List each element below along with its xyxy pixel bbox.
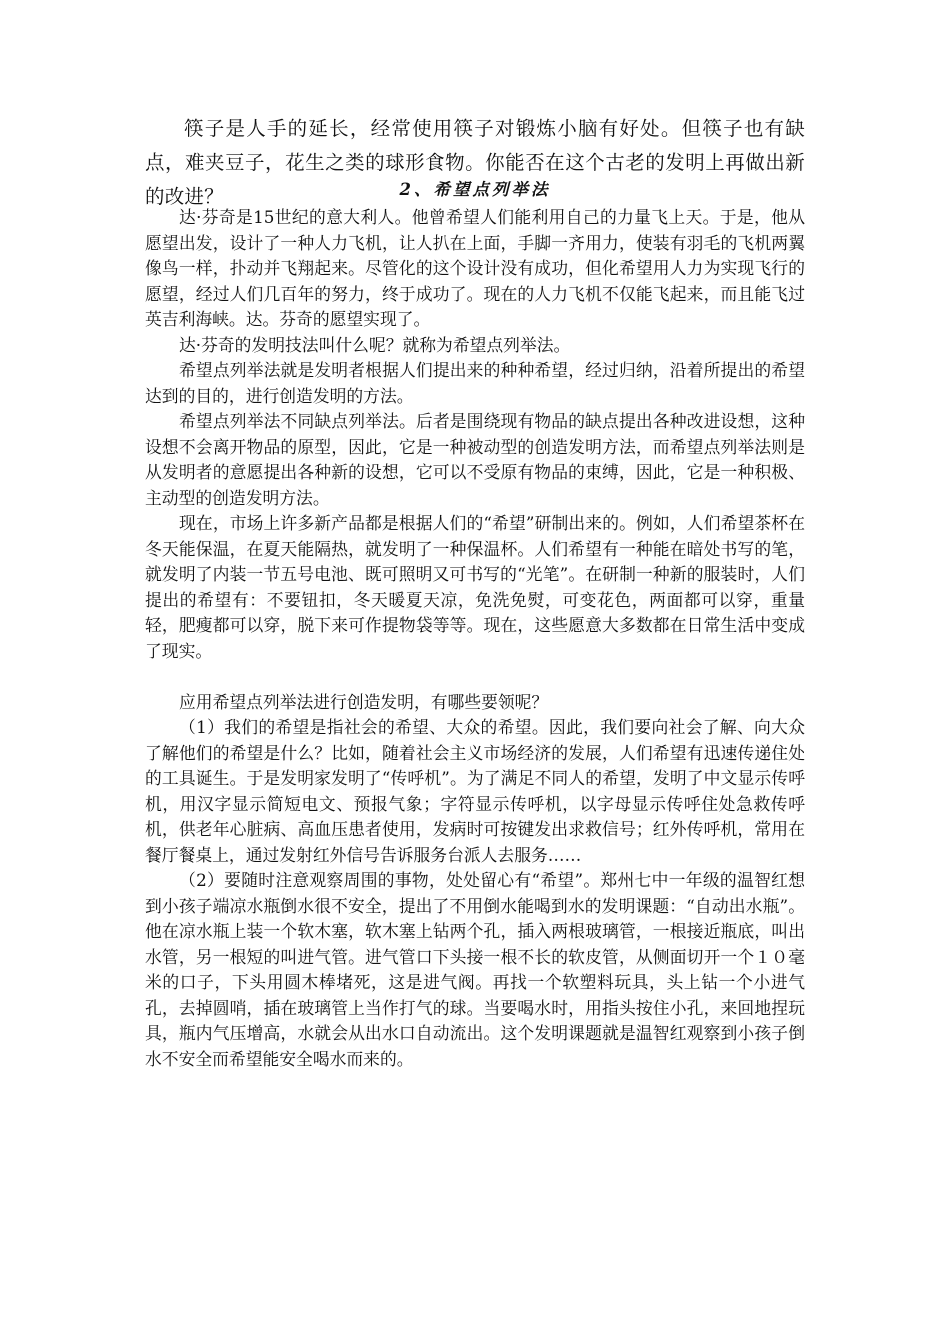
paragraph-technique-name: 达·芬奇的发明技法叫什么呢？就称为希望点列举法。 <box>179 334 571 355</box>
section-body <box>145 205 805 1072</box>
paragraph-comparison: 希望点列举法不同缺点列举法。后者是围绕现有物品的缺点提出各种改进设想，这种设想不会离开物品的原型，因此，它是一种被动型的创造发明方法，而希望点列举法则是从发明者的意愿提出各种新的设想，它可以不受原有物品的束缚，因此，它是一种积极、主动型的创造发明方法。 <box>145 411 805 508</box>
intro-paragraph: 筷子是人手的延长，经常使用筷子对锻炼小脑有好处。但筷子也有缺点，难夹豆子，花生之类的球形食物。你能否在这个古老的发明上再做出新的改进？ <box>145 117 805 208</box>
paragraph-da-vinci: 达·芬奇是15世纪的意大利人。他曾希望人们能利用自己的力量飞上天。于是，他从愿望出发，设计了一种人力飞机，让人扒在上面，手脚一齐用力，使装有羽毛的飞机两翼像鸟一样，扑动并飞翔起来。尽管化的这个设计没有成功，但化希望用人力为实现飞行的愿望，经过人们几百年的努力，终于成功了。现在的人力飞机不仅能飞起来，而且能飞过英吉利海峡。达。芬奇的愿望实现了。 <box>145 207 805 329</box>
section-heading: 2、希望点列举法 <box>399 180 551 199</box>
paragraph-definition: 希望点列举法就是发明者根据人们提出来的种种希望，经过归纳，沿着所提出的希望达到的目的，进行创造发明的方法。 <box>145 360 805 406</box>
paragraph-point-1: （1）我们的希望是指社会的希望、大众的希望。因此，我们要向社会了解、向大众了解他们的希望是什么？比如，随着社会主义市场经济的发展，人们希望有迅速传递住处的工具诞生。于是发明家发明了“传呼机”。为了满足不同人的希望，发明了中文显示传呼机，用汉字显示简短电文、预报气象；字符显示传呼机，以字母显示传呼住处急救传呼机，供老年心脏病、高血压患者使用，发病时可按键发出求救信号；红外传呼机，常用在餐厅餐桌上，通过发射红外信号告诉服务台派人去服务…… <box>145 717 805 865</box>
paragraph-key-points-question: 应用希望点列举法进行创造发明，有哪些要领呢？ <box>179 691 549 712</box>
paragraph-point-2: （2）要随时注意观察周围的事物，处处留心有“希望”。郑州七中一年级的温智红想到小孩子端凉水瓶倒水很不安全，提出了不用倒水能喝到水的发明课题：“自动出水瓶”。他在凉水瓶上装一个软木塞，软木塞上钻两个孔，插入两根玻璃管，一根接近瓶底，叫出水管，另一根短的叫进气管。进气管口下头接一根不长的软皮管，从侧面切开一个１０毫米的口子，下头用圆木棒堵死，这是进气阀。再找一个软塑料玩具，头上钻一个小进气孔，去掉圆哨，插在玻璃管上当作打气的球。当要喝水时，用指头按住小孔，来回地捏玩具，瓶内气压增高，水就会从出水口自动流出。这个发明课题就是温智红观察到小孩子倒水不安全而希望能安全喝水而来的。 <box>145 870 805 1069</box>
paragraph-market-examples: 现在，市场上许多新产品都是根据人们的“希望”研制出来的。例如，人们希望茶杯在冬天能保温，在夏天能隔热，就发明了一种保温杯。人们希望有一种能在暗处书写的笔，就发明了内装一节五号电池、既可照明又可书写的“光笔”。在研制一种新的服装时，人们提出的希望有：不要钮扣，冬天暖夏天凉，免洗免熨，可变花色，两面都可以穿，重量轻，肥瘦都可以穿，脱下来可作提物袋等等。现在，这些愿意大多数都在日常生活中变成了现实。 <box>145 513 805 661</box>
